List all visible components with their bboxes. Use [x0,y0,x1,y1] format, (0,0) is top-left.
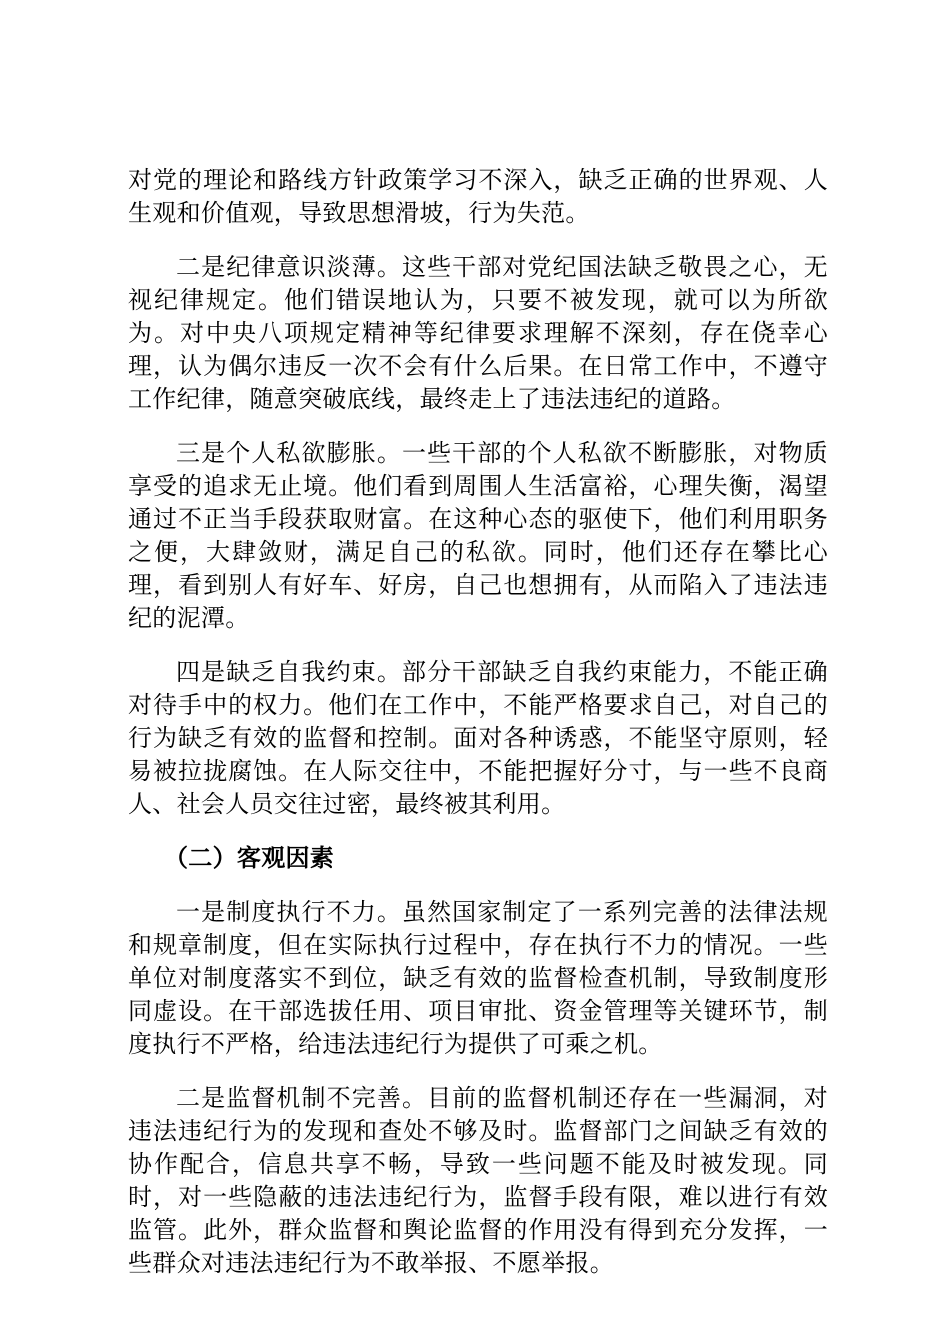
paragraph-continuation: 对党的理论和路线方针政策学习不深入，缺乏正确的世界观、人生观和价值观，导致思想滑坡，行为失范。 [128,166,828,227]
paragraph-personal-desire: 三是个人私欲膨胀。一些干部的个人私欲不断膨胀，对物质享受的追求无止境。他们看到周围人生活富裕，心理失衡，渴望通过不正当手段获取财富。在这种心态的驱使下，他们利用职务之便，大肆敛财，满足自己的私欲。同时，他们还存在攀比心理，看到别人有好车、好房，自己也想拥有，从而陷入了违法违纪的泥潭。 [128,439,828,632]
paragraph-supervision-mechanism: 二是监督机制不完善。目前的监督机制还存在一些漏洞，对违法违纪行为的发现和查处不够及时。监督部门之间缺乏有效的协作配合，信息共享不畅，导致一些问题不能及时被发现。同时，对一些隐蔽的违法违纪行为，监督手段有限，难以进行有效监管。此外，群众监督和舆论监督的作用没有得到充分发挥，一些群众对违法违纪行为不敢举报、不愿举报。 [128,1084,828,1277]
document-page [128,164,828,1301]
section-heading-objective-factors: （二）客观因素 [164,844,335,872]
paragraph-self-restraint: 四是缺乏自我约束。部分干部缺乏自我约束能力，不能正确对待手中的权力。他们在工作中，不能严格要求自己，对自己的行为缺乏有效的监督和控制。面对各种诱惑，不能坚守原则，轻易被拉拢腐蚀。在人际交往中，不能把握好分寸，与一些不良商人、社会人员交往过密，最终被其利用。 [128,658,828,818]
paragraph-discipline-awareness: 二是纪律意识淡薄。这些干部对党纪国法缺乏敬畏之心，无视纪律规定。他们错误地认为，只要不被发现，就可以为所欲为。对中央八项规定精神等纪律要求理解不深刻，存在侥幸心理，认为偶尔违反一次不会有什么后果。在日常工作中，不遵守工作纪律，随意突破底线，最终走上了违法违纪的道路。 [128,253,828,413]
paragraph-system-execution: 一是制度执行不力。虽然国家制定了一系列完善的法律法规和规章制度，但在实际执行过程中，存在执行不力的情况。一些单位对制度落实不到位，缺乏有效的监督检查机制，导致制度形同虚设。在干部选拔任用、项目审批、资金管理等关键环节，制度执行不严格，给违法违纪行为提供了可乘之机。 [128,898,828,1058]
